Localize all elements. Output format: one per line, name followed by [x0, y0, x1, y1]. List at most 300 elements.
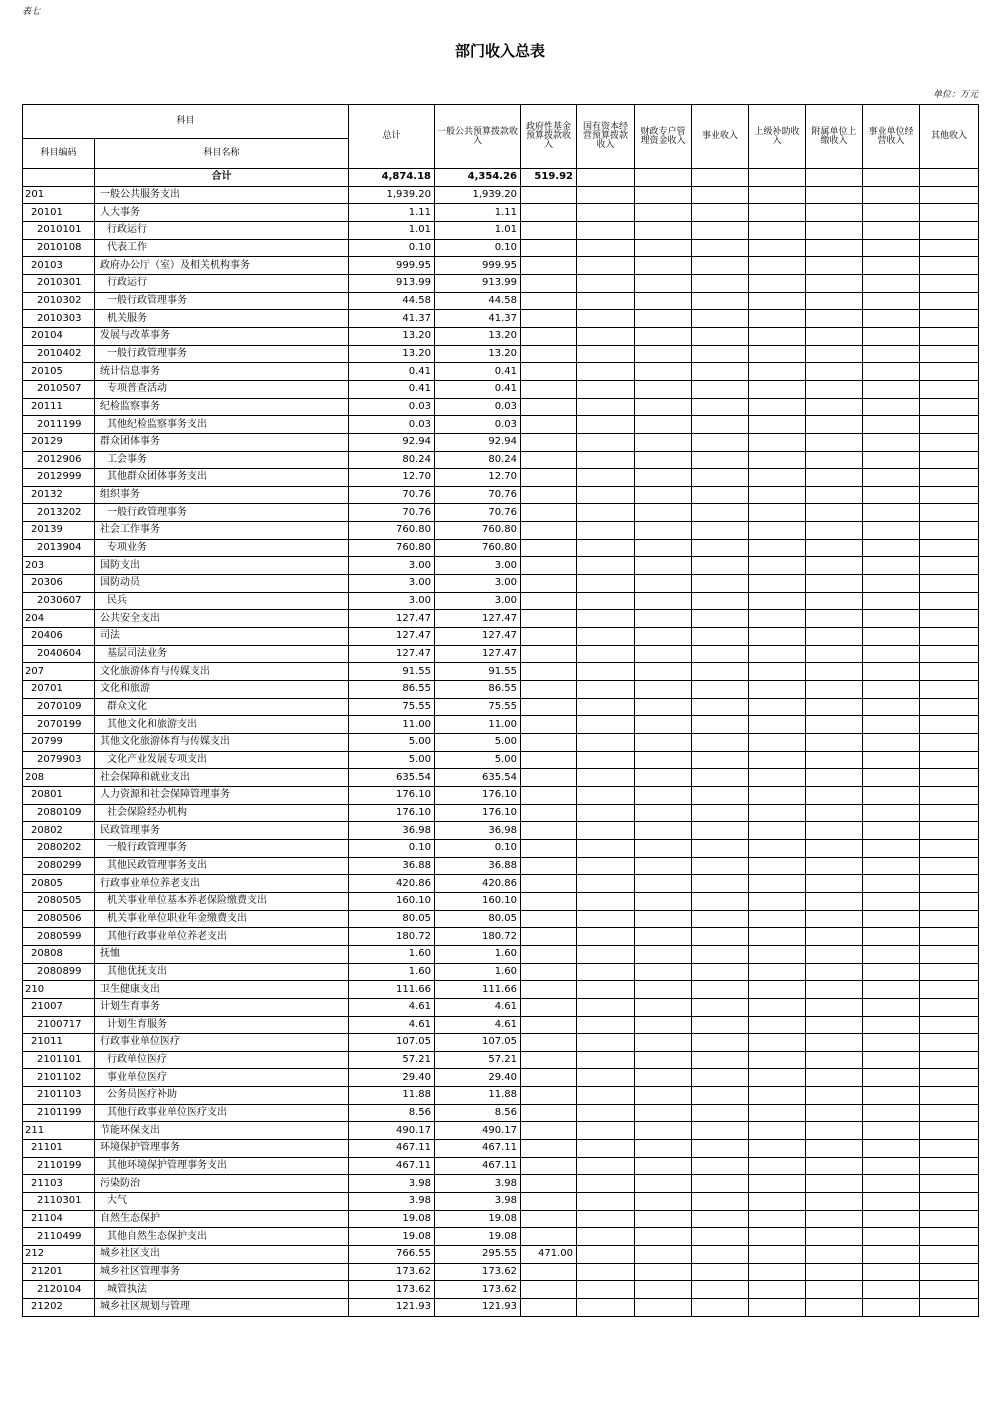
- table-row: [23, 1140, 979, 1158]
- empty-cell: [920, 998, 979, 1016]
- empty-cell: [749, 910, 806, 928]
- subject-name-cell: 统计信息事务: [95, 363, 349, 381]
- subject-code-cell: 21202: [23, 1299, 95, 1317]
- empty-cell: [749, 786, 806, 804]
- gov-fund-cell: [521, 451, 577, 469]
- subject-code-cell: 2010101: [23, 221, 95, 239]
- empty-cell: [863, 945, 920, 963]
- empty-cell: [806, 1157, 863, 1175]
- empty-cell: [920, 769, 979, 787]
- total-cell: 11.88: [349, 1087, 435, 1105]
- empty-cell: [863, 486, 920, 504]
- total-cell: 0.03: [349, 398, 435, 416]
- total-cell: 75.55: [349, 698, 435, 716]
- general-budget-cell: 635.54: [435, 769, 521, 787]
- subject-code-cell: 2070109: [23, 698, 95, 716]
- empty-cell: [920, 1157, 979, 1175]
- general-budget-cell: 0.10: [435, 839, 521, 857]
- empty-cell: [806, 786, 863, 804]
- empty-cell: [806, 310, 863, 328]
- total-cell: 3.00: [349, 557, 435, 575]
- table-row: [23, 769, 979, 787]
- table-row: [23, 698, 979, 716]
- empty-cell: [863, 628, 920, 646]
- subject-name-cell: 节能环保支出: [95, 1122, 349, 1140]
- subject-name-cell: 机关服务: [95, 310, 349, 328]
- empty-cell: [749, 998, 806, 1016]
- subject-name-cell: 其他环境保护管理事务支出: [95, 1157, 349, 1175]
- empty-cell: [692, 1246, 749, 1264]
- total-cell: 1.60: [349, 963, 435, 981]
- page-title: 部门收入总表: [454, 42, 545, 60]
- empty-cell: [863, 504, 920, 522]
- empty-cell: [692, 451, 749, 469]
- empty-cell: [577, 1157, 635, 1175]
- empty-cell: [863, 963, 920, 981]
- gov-fund-cell: [521, 822, 577, 840]
- empty-cell: [806, 1104, 863, 1122]
- empty-cell: [635, 1087, 692, 1105]
- subject-code-cell: 2012999: [23, 469, 95, 487]
- total-empty: [749, 169, 806, 187]
- empty-cell: [577, 945, 635, 963]
- empty-cell: [863, 557, 920, 575]
- empty-cell: [692, 416, 749, 434]
- empty-cell: [806, 1281, 863, 1299]
- subject-name-cell: 文化旅游体育与传媒支出: [95, 663, 349, 681]
- empty-cell: [863, 981, 920, 999]
- empty-cell: [863, 1157, 920, 1175]
- empty-cell: [749, 734, 806, 752]
- header-business-income: 事业收入: [692, 105, 749, 169]
- table-row: [23, 751, 979, 769]
- empty-cell: [692, 1016, 749, 1034]
- empty-cell: [806, 451, 863, 469]
- gov-fund-cell: [521, 1281, 577, 1299]
- empty-cell: [749, 822, 806, 840]
- table-row: [23, 910, 979, 928]
- empty-cell: [692, 292, 749, 310]
- subject-code-cell: 21007: [23, 998, 95, 1016]
- table-row: [23, 875, 979, 893]
- empty-cell: [577, 1299, 635, 1317]
- empty-cell: [577, 486, 635, 504]
- total-cell: 1.01: [349, 221, 435, 239]
- gov-fund-cell: [521, 592, 577, 610]
- empty-cell: [863, 1281, 920, 1299]
- empty-cell: [635, 1175, 692, 1193]
- empty-cell: [692, 433, 749, 451]
- total-cell: 19.08: [349, 1210, 435, 1228]
- empty-cell: [577, 1104, 635, 1122]
- empty-cell: [635, 257, 692, 275]
- empty-cell: [749, 239, 806, 257]
- empty-cell: [635, 239, 692, 257]
- empty-cell: [920, 663, 979, 681]
- gov-fund-cell: [521, 628, 577, 646]
- empty-cell: [749, 945, 806, 963]
- empty-cell: [920, 1016, 979, 1034]
- subject-name-cell: 污染防治: [95, 1175, 349, 1193]
- subject-name-cell: 其他群众团体事务支出: [95, 469, 349, 487]
- empty-cell: [577, 239, 635, 257]
- empty-cell: [806, 257, 863, 275]
- empty-cell: [806, 539, 863, 557]
- table-row: [23, 1016, 979, 1034]
- empty-cell: [920, 804, 979, 822]
- empty-cell: [577, 998, 635, 1016]
- total-cell: 107.05: [349, 1034, 435, 1052]
- empty-cell: [749, 575, 806, 593]
- general-budget-cell: 4.61: [435, 998, 521, 1016]
- empty-cell: [692, 804, 749, 822]
- total-cell: 3.00: [349, 592, 435, 610]
- empty-cell: [806, 751, 863, 769]
- empty-cell: [863, 257, 920, 275]
- empty-cell: [749, 628, 806, 646]
- empty-cell: [692, 486, 749, 504]
- subject-code-cell: 210: [23, 981, 95, 999]
- empty-cell: [577, 751, 635, 769]
- empty-cell: [749, 1228, 806, 1246]
- total-cell: 57.21: [349, 1051, 435, 1069]
- subject-code-cell: 2080109: [23, 804, 95, 822]
- empty-cell: [920, 1175, 979, 1193]
- empty-cell: [635, 628, 692, 646]
- table-row: [23, 363, 979, 381]
- empty-cell: [749, 892, 806, 910]
- table-row: [23, 822, 979, 840]
- empty-cell: [863, 575, 920, 593]
- subject-name-cell: 工会事务: [95, 451, 349, 469]
- empty-cell: [863, 1087, 920, 1105]
- empty-cell: [577, 981, 635, 999]
- total-cell: 29.40: [349, 1069, 435, 1087]
- empty-cell: [806, 822, 863, 840]
- empty-cell: [577, 274, 635, 292]
- general-budget-cell: 0.03: [435, 416, 521, 434]
- empty-cell: [635, 398, 692, 416]
- subject-name-cell: 群众文化: [95, 698, 349, 716]
- empty-cell: [806, 1140, 863, 1158]
- gov-fund-cell: [521, 645, 577, 663]
- empty-cell: [749, 698, 806, 716]
- empty-cell: [692, 186, 749, 204]
- empty-cell: [806, 557, 863, 575]
- table-row: [23, 1228, 979, 1246]
- gov-fund-cell: [521, 345, 577, 363]
- gov-fund-cell: [521, 469, 577, 487]
- general-budget-cell: 4.61: [435, 1016, 521, 1034]
- empty-cell: [863, 1263, 920, 1281]
- empty-cell: [635, 610, 692, 628]
- table-row: [23, 1175, 979, 1193]
- empty-cell: [692, 857, 749, 875]
- gov-fund-cell: [521, 610, 577, 628]
- total-cell: 4.61: [349, 1016, 435, 1034]
- total-cell: 36.98: [349, 822, 435, 840]
- empty-cell: [635, 451, 692, 469]
- table-row: [23, 1157, 979, 1175]
- empty-cell: [920, 380, 979, 398]
- empty-cell: [806, 186, 863, 204]
- empty-cell: [806, 839, 863, 857]
- empty-cell: [920, 945, 979, 963]
- table-row: [23, 857, 979, 875]
- general-budget-cell: 913.99: [435, 274, 521, 292]
- empty-cell: [577, 963, 635, 981]
- subject-code-cell: 2010402: [23, 345, 95, 363]
- general-budget-cell: 3.98: [435, 1175, 521, 1193]
- gov-fund-cell: [521, 1228, 577, 1246]
- empty-cell: [577, 221, 635, 239]
- gov-fund-cell: [521, 998, 577, 1016]
- empty-cell: [635, 1051, 692, 1069]
- header-business-operation: 事业单位经营收入: [863, 105, 920, 169]
- general-budget-cell: 127.47: [435, 628, 521, 646]
- empty-cell: [863, 592, 920, 610]
- empty-cell: [749, 257, 806, 275]
- subject-name-cell: 民政管理事务: [95, 822, 349, 840]
- gov-fund-cell: [521, 1104, 577, 1122]
- subject-code-cell: 211: [23, 1122, 95, 1140]
- empty-cell: [806, 345, 863, 363]
- empty-cell: [577, 592, 635, 610]
- subject-name-cell: 抚恤: [95, 945, 349, 963]
- table-row: [23, 1122, 979, 1140]
- empty-cell: [806, 910, 863, 928]
- subject-name-cell: 其他行政事业单位养老支出: [95, 928, 349, 946]
- empty-cell: [692, 734, 749, 752]
- subject-code-cell: 2012906: [23, 451, 95, 469]
- general-budget-cell: 86.55: [435, 681, 521, 699]
- empty-cell: [863, 663, 920, 681]
- empty-cell: [749, 1246, 806, 1264]
- empty-cell: [577, 928, 635, 946]
- gov-fund-cell: [521, 539, 577, 557]
- empty-cell: [863, 645, 920, 663]
- total-cell: 467.11: [349, 1140, 435, 1158]
- empty-cell: [920, 698, 979, 716]
- empty-cell: [635, 1122, 692, 1140]
- general-budget-cell: 11.88: [435, 1087, 521, 1105]
- general-budget-cell: 70.76: [435, 504, 521, 522]
- empty-cell: [863, 769, 920, 787]
- subject-name-cell: 社会工作事务: [95, 522, 349, 540]
- header-subordinate: 附属单位上缴收入: [806, 105, 863, 169]
- table-row: [23, 469, 979, 487]
- empty-cell: [692, 963, 749, 981]
- empty-cell: [863, 345, 920, 363]
- empty-cell: [749, 504, 806, 522]
- table-row: [23, 416, 979, 434]
- empty-cell: [920, 681, 979, 699]
- table-row: [23, 981, 979, 999]
- subject-code-cell: 20105: [23, 363, 95, 381]
- general-budget-cell: 160.10: [435, 892, 521, 910]
- empty-cell: [749, 663, 806, 681]
- empty-cell: [920, 239, 979, 257]
- empty-cell: [920, 433, 979, 451]
- empty-cell: [577, 645, 635, 663]
- gov-fund-cell: [521, 751, 577, 769]
- gov-fund-cell: 471.00: [521, 1246, 577, 1264]
- subject-code-cell: 21201: [23, 1263, 95, 1281]
- total-cell: 1.60: [349, 945, 435, 963]
- empty-cell: [920, 1246, 979, 1264]
- gov-fund-cell: [521, 892, 577, 910]
- subject-name-cell: 公共安全支出: [95, 610, 349, 628]
- empty-cell: [806, 645, 863, 663]
- subject-name-cell: 城乡社区支出: [95, 1246, 349, 1264]
- subject-code-cell: 20802: [23, 822, 95, 840]
- subject-name-cell: 国防动员: [95, 575, 349, 593]
- empty-cell: [920, 751, 979, 769]
- general-budget-cell: 180.72: [435, 928, 521, 946]
- table-body: [23, 169, 979, 1317]
- empty-cell: [749, 1016, 806, 1034]
- empty-cell: [920, 539, 979, 557]
- empty-cell: [863, 1246, 920, 1264]
- empty-cell: [577, 1175, 635, 1193]
- table-row: [23, 734, 979, 752]
- empty-cell: [920, 716, 979, 734]
- empty-cell: [806, 663, 863, 681]
- empty-cell: [749, 1263, 806, 1281]
- table-row: [23, 486, 979, 504]
- empty-cell: [577, 575, 635, 593]
- empty-cell: [920, 204, 979, 222]
- empty-cell: [920, 1263, 979, 1281]
- general-budget-cell: 19.08: [435, 1210, 521, 1228]
- empty-cell: [635, 928, 692, 946]
- table-row: [23, 186, 979, 204]
- empty-cell: [577, 398, 635, 416]
- empty-cell: [635, 981, 692, 999]
- general-budget-cell: 0.03: [435, 398, 521, 416]
- empty-cell: [635, 734, 692, 752]
- general-budget-cell: 0.41: [435, 380, 521, 398]
- gov-fund-cell: [521, 522, 577, 540]
- total-cell: 3.00: [349, 575, 435, 593]
- empty-cell: [692, 1069, 749, 1087]
- table-row: [23, 1263, 979, 1281]
- gov-fund-cell: [521, 786, 577, 804]
- empty-cell: [749, 1299, 806, 1317]
- subject-code-cell: 20805: [23, 875, 95, 893]
- subject-code-cell: 20701: [23, 681, 95, 699]
- empty-cell: [863, 363, 920, 381]
- empty-cell: [749, 345, 806, 363]
- gov-fund-cell: [521, 575, 577, 593]
- empty-cell: [692, 274, 749, 292]
- empty-cell: [920, 327, 979, 345]
- empty-cell: [806, 204, 863, 222]
- empty-cell: [577, 539, 635, 557]
- empty-cell: [749, 963, 806, 981]
- total-cell: 760.80: [349, 522, 435, 540]
- table-row: [23, 1051, 979, 1069]
- subject-code-cell: 208: [23, 769, 95, 787]
- empty-cell: [863, 998, 920, 1016]
- general-budget-cell: 57.21: [435, 1051, 521, 1069]
- gov-fund-cell: [521, 1175, 577, 1193]
- subject-name-cell: 其他行政事业单位医疗支出: [95, 1104, 349, 1122]
- empty-cell: [863, 1016, 920, 1034]
- empty-cell: [635, 716, 692, 734]
- empty-cell: [806, 963, 863, 981]
- total-cell: 8.56: [349, 1104, 435, 1122]
- general-budget-cell: 127.47: [435, 610, 521, 628]
- empty-cell: [692, 928, 749, 946]
- subject-name-cell: 其他纪检监察事务支出: [95, 416, 349, 434]
- empty-cell: [635, 751, 692, 769]
- empty-cell: [635, 875, 692, 893]
- empty-cell: [577, 734, 635, 752]
- total-cell: 127.47: [349, 628, 435, 646]
- subject-code-cell: 2010301: [23, 274, 95, 292]
- empty-cell: [692, 239, 749, 257]
- general-budget-cell: 5.00: [435, 751, 521, 769]
- general-budget-cell: 295.55: [435, 1246, 521, 1264]
- empty-cell: [692, 1122, 749, 1140]
- table-row: [23, 592, 979, 610]
- empty-cell: [749, 380, 806, 398]
- empty-cell: [806, 1016, 863, 1034]
- empty-cell: [920, 274, 979, 292]
- gov-fund-cell: [521, 910, 577, 928]
- table-row: [23, 945, 979, 963]
- empty-cell: [692, 1281, 749, 1299]
- empty-cell: [863, 910, 920, 928]
- gov-fund-cell: [521, 1157, 577, 1175]
- empty-cell: [749, 486, 806, 504]
- subject-name-cell: 机关事业单位基本养老保险缴费支出: [95, 892, 349, 910]
- table-row: [23, 1193, 979, 1211]
- empty-cell: [863, 822, 920, 840]
- table-row: [23, 998, 979, 1016]
- empty-cell: [920, 1122, 979, 1140]
- empty-cell: [749, 469, 806, 487]
- table-row: [23, 257, 979, 275]
- subject-name-cell: 事业单位医疗: [95, 1069, 349, 1087]
- general-budget-cell: 467.11: [435, 1157, 521, 1175]
- empty-cell: [749, 769, 806, 787]
- total-cell: 0.10: [349, 839, 435, 857]
- empty-cell: [692, 363, 749, 381]
- empty-cell: [635, 1281, 692, 1299]
- empty-cell: [577, 1228, 635, 1246]
- general-budget-cell: 19.08: [435, 1228, 521, 1246]
- empty-cell: [635, 1246, 692, 1264]
- empty-cell: [577, 292, 635, 310]
- general-budget-cell: 75.55: [435, 698, 521, 716]
- total-cell: 467.11: [349, 1157, 435, 1175]
- empty-cell: [692, 1140, 749, 1158]
- general-budget-cell: 467.11: [435, 1140, 521, 1158]
- table-row: [23, 575, 979, 593]
- empty-cell: [749, 186, 806, 204]
- gov-fund-cell: [521, 504, 577, 522]
- empty-cell: [920, 469, 979, 487]
- gov-fund-cell: [521, 681, 577, 699]
- table-row: [23, 928, 979, 946]
- gov-fund-cell: [521, 698, 577, 716]
- empty-cell: [692, 1210, 749, 1228]
- empty-cell: [920, 734, 979, 752]
- subject-code-cell: 20799: [23, 734, 95, 752]
- total-empty: [577, 169, 635, 187]
